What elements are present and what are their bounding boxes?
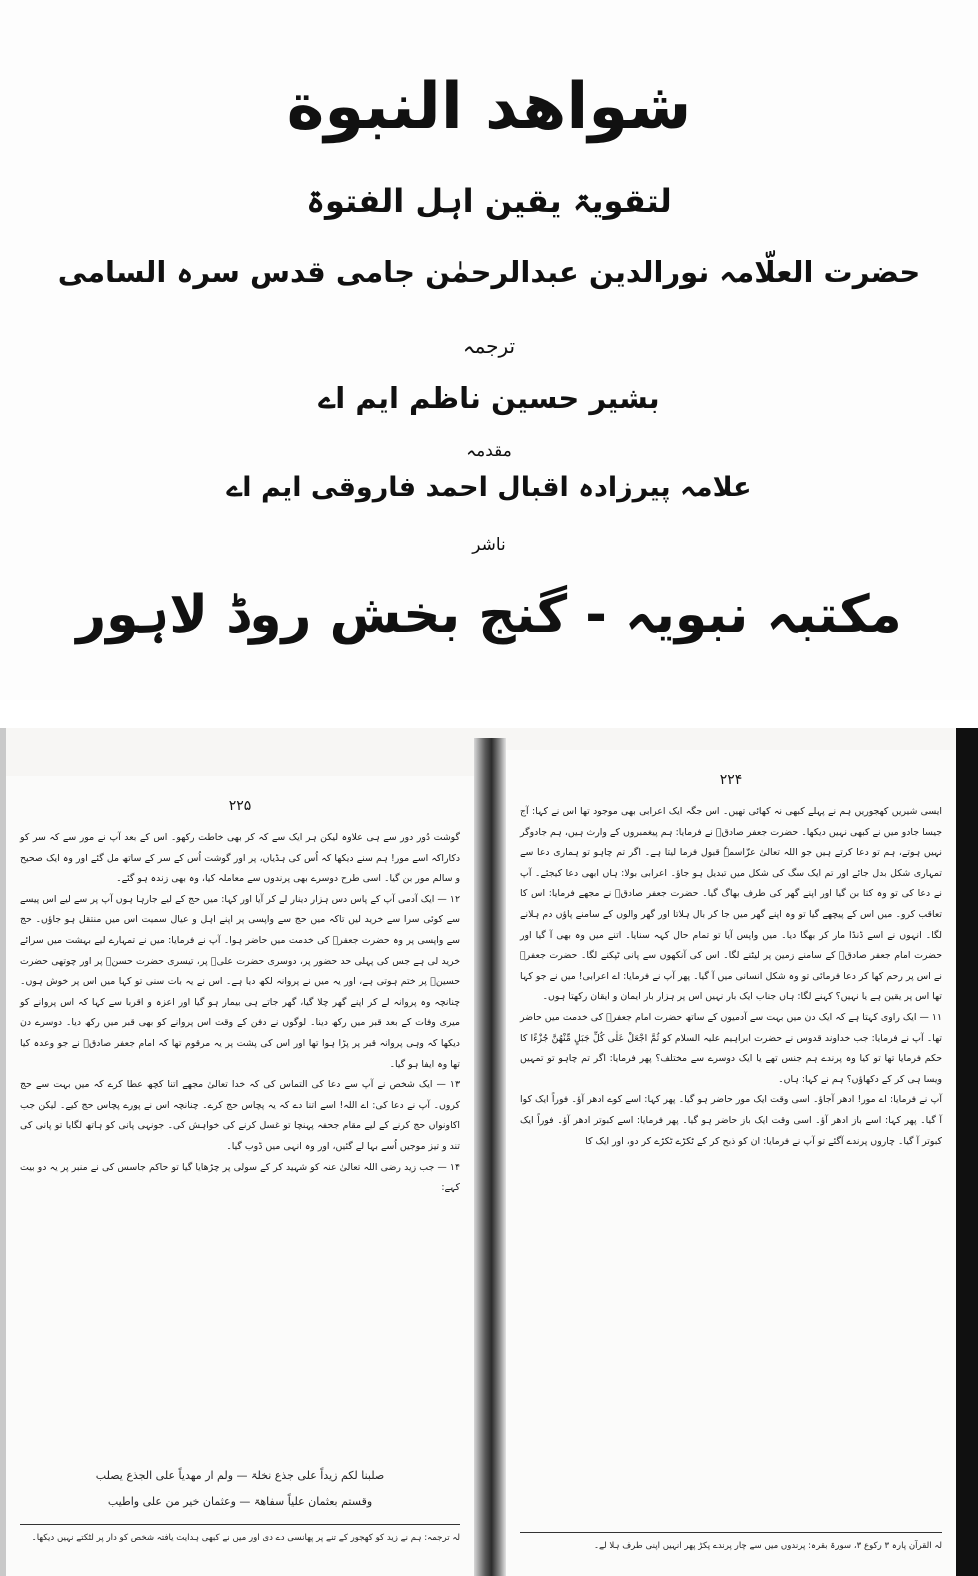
- left-paragraph-2: ۱۲ — ایک آدمی آپ کے پاس دس ہزار دینار لے کر آیا اور کہا: میں حج کے لیے جارہا ہوں آپ پر سے لیے اس پیسے سے کوئی سرا سے خرید لیں تاکہ میں حج سے واپسی پر اپنے اہل و عیال سمیت اس میں منتقل ہو جاؤں۔ حج سے واپسی پر وہ حضرت جعفرؓ کی خدمت میں حاضر ہوا۔ آپ نے فرمایا: میں نے تمہارے لیے بہشت میں سرائے خرید لی ہے جس کی پہلی حد حضور پر، دوسری حضرت علیؓ پر، تیسری حضرت حسنؓ پر اور چوتھی حضرت حسینؓ پر ختم ہوتی ہے، اور یہ میں نے پروانہ لکھ دیا ہے۔ اس نے یہ بات سنی تو کہا میں اس پر خوش ہوں۔ چنانچہ وہ پروانہ لے کر اپنے گھر چلا گیا، گھر جاتے ہی بیمار ہو گیا اور اعزہ و اقربا سے کہا کہ اس پروانے کو میری وفات کے بعد قبر میں رکھ دینا۔ لوگوں نے دفن کے وقت اس پروانے کو بھی قبر میں رکھ دیا۔ دوسرے دن دیکھا کہ وہی پروانہ قبر پر پڑا ہوا تھا اور اس کی پشت پر یہ مرقوم تھا کہ امام جعفر صادقؓ نے جو وعدہ کیا تھا وہ ایفا ہو گیا۔: [20, 893, 460, 1070]
- left-paragraph-4: ۱۴ — جب زید رضی اللہ تعالیٰ عنہ کو شہید کر کے سولی پر چڑھایا گیا تو حاکم جاسس کی نے منبر پر یہ دو بیت کہے:: [20, 1161, 460, 1194]
- right-paragraph-3: آپ نے فرمایا: اے مور! ادھر آجاؤ۔ اسی وقت ایک مور حاضر ہو گیا۔ پھر کہا: اسے کوے ادھر آؤ۔ فوراً ایک کوا آ گیا۔ پھر کہا: اسے باز ادھر آؤ۔ اسی وقت ایک باز حاضر ہو گیا۔ پھر فرمایا: اسے کبوتر ادھر آؤ۔ فوراً ایک کبوتر آ گیا۔ چاروں پرندے آگئے تو آپ نے فرمایا: ان کو ذبح کر کے ٹکڑے ٹکڑے کر دو، اور ایک کا: [520, 1094, 942, 1147]
- right-page-body: [520, 802, 942, 1152]
- right-page-number: ۲۲۴: [719, 772, 743, 788]
- translation-label: ترجمہ: [462, 334, 516, 358]
- scan-right-edge: [956, 728, 978, 1576]
- translator-name: بشیر حسین ناظم ایم اے: [318, 381, 660, 415]
- book-subtitle: لتقویۃ یقین اہل الفتوۃ: [306, 182, 672, 220]
- left-paragraph-1: گوشت دُور دور سے ہی علاوہ لیکن ہر ایک سے کہ کر بھی خاطت رکھو۔ اس کے بعد آپ نے مور سے کہ سر کو دکاراکہ اسے مور! ہم سنے دیکھا کہ اُس کی ہڈیاں، پر اور گوشت اُس کے سر کے ساتھ مل گئے اور وہ ایک صحیح و سالم مور بن گیا۔ اسی طرح دوسرے بھی پرندوں سے معاملہ کیا، وہ بھی زندہ ہو گئے۔: [20, 832, 460, 885]
- right-footnote-rule: [520, 1532, 942, 1533]
- book-title: شواهد النبوة: [286, 70, 692, 144]
- right-paragraph-1: ایسی شیریں کھجوریں ہم نے پہلے کبھی نہ کھائی تھیں۔ اس جگہ ایک اعرابی بھی موجود تھا اس نے کہا: آج جیسا جادو میں نے کبھی نہیں دیکھا۔ حضرت جعفر صادقؓ نے فرمایا: ہم پیغمبروں کے وارث ہیں، ہم جادوگر نہیں ہوتے، ہم تو دعا کرتے ہیں جو اللہ تعالیٰ عزّاسمہٗ قبول فرما لیتا ہے۔ اگر تم چاہو تو ہماری دعا سے تمہاری شکل بدل جائے اور تم ایک سگ کی شکل میں تبدیل ہو جاؤ۔ اعرابی بولا: ہاں ابھی دعا کیجئے۔ آپ نے دعا کی تو وہ کتا بن گیا اور اپنے گھر کی طرف بھاگ گیا۔ حضرت جعفر صادقؓ نے مجھے فرمایا: اس کا تعاقب کرو۔ میں اس کے پیچھے گیا تو وہ اپنے گھر میں جا کر بال ہلاتا اور گھر والوں کے سامنے پاؤں دم ہلانے لگا۔ انہوں نے اسے ڈنڈا مار کر بھگا دیا۔ میں واپس آیا تو تمام حال کہہ سنایا۔ اتنے میں وہ بھی آ گیا اور حضرت امام جعفر صادقؓ کے سامنے زمین پر لیٹنے لگا۔ اس کی آنکھوں سے پانی ٹپکنے لگا۔ حضرت جعفرؓ نے اس پر رحم کھا کر دعا فرمائی تو وہ شکل انسانی میں آ گیا۔ پھر آپ نے فرمایا: اے اعرابی! میں نے جو کہا تھا اس پر یقین ہے یا نہیں؟ کہنے لگا: ہاں جناب ایک بار نہیں اس پر ہزار بار ایمان و ایقان رکھتا ہوں۔: [520, 806, 942, 1003]
- right-page: [506, 750, 956, 1576]
- introduction-author: علامہ پیرزادہ اقبال احمد فاروقی ایم اے: [226, 472, 752, 503]
- left-footnote: لہ ترجمہ: ہم نے زید کو کھجور کے تنے پر پھانسی دے دی اور میں نے کبھی ہدایت یافتہ شخص کو دار پر لٹکتے نہیں دیکھا۔: [31, 1533, 460, 1543]
- right-footnote: لہ القرآن پارہ ۳ رکوع ۳، سورۃ بقرہ: پرندوں میں سے چار پرندے پکڑ پھر انہیں اپنی طرف ہلا لے۔: [593, 1541, 942, 1551]
- publisher-label: ناشر: [472, 535, 506, 555]
- left-page: [6, 776, 474, 1576]
- title-page: [0, 0, 978, 700]
- author-line: حضرت العلّامہ نورالدین عبدالرحمٰن جامی قدس سرہ السامی: [57, 255, 921, 289]
- left-page-number: ۲۲۵: [228, 798, 252, 814]
- left-footnote-rule: [20, 1524, 460, 1525]
- verse-line-2: وقستم بعثمان علیاً سفاھۃ — وعثمان خیر من علی واطیب: [107, 1495, 373, 1508]
- left-page-body: [20, 828, 460, 1199]
- introduction-label: مقدمہ: [466, 441, 512, 461]
- book-spread-scan: [0, 728, 978, 1576]
- book-gutter: [474, 738, 506, 1576]
- verse-line-1: صلبنا لکم زیداً علی جذع نخلۃ — ولم ار مھدیاً علی الجذع یصلب: [95, 1469, 385, 1482]
- right-paragraph-2: ۱۱ — ایک راوی کہتا ہے کہ ایک دن میں بہت سے آدمیوں کے ساتھ حضرت امام جعفرؓ کی خدمت میں حاضر تھا۔ آپ نے فرمایا: جب خداوند قدوس نے حضرت ابراہیم علیہ السلام کو ثُمَّ اجْعَلْ عَلٰی کُلِّ جَبَلٍ مِّنْهُنَّ جُزْءًا کا حکم فرمایا تھا تو کیا وہ پرندے ہم جنس تھے یا ایک دوسرے سے مختلف؟ پھر فرمایا: اگر تم چاہو تو تمہیں ویسا ہی کر کے دکھاؤں؟ ہم نے کہا: ہاں۔: [520, 1011, 942, 1085]
- publisher-name: مکتبہ نبویہ - گنج بخش روڈ لاہور: [76, 585, 902, 645]
- left-paragraph-3: ۱۳ — ایک شخص نے آپ سے دعا کی التماس کی کہ خدا تعالیٰ مجھے اتنا کچھ عطا کرے کہ میں بہت سے حج کروں۔ آپ نے دعا کی: اے اللہ! اسے اتنا دے کہ یہ پچاس حج کرے۔ چنانچہ اس نے پورے پچاس حج کیے۔ لیکن جب اکاونواں حج کرنے کے لیے مقام جحفہ پہنچا تو غسل کرنے کی خواہش کی۔ جونہی پانی کو ہاتھ لگایا تو پانی کی تند و تیز موجیں اُسے بہا لے گئیں، اور وہ انہی میں ڈوب گیا۔: [20, 1079, 460, 1152]
